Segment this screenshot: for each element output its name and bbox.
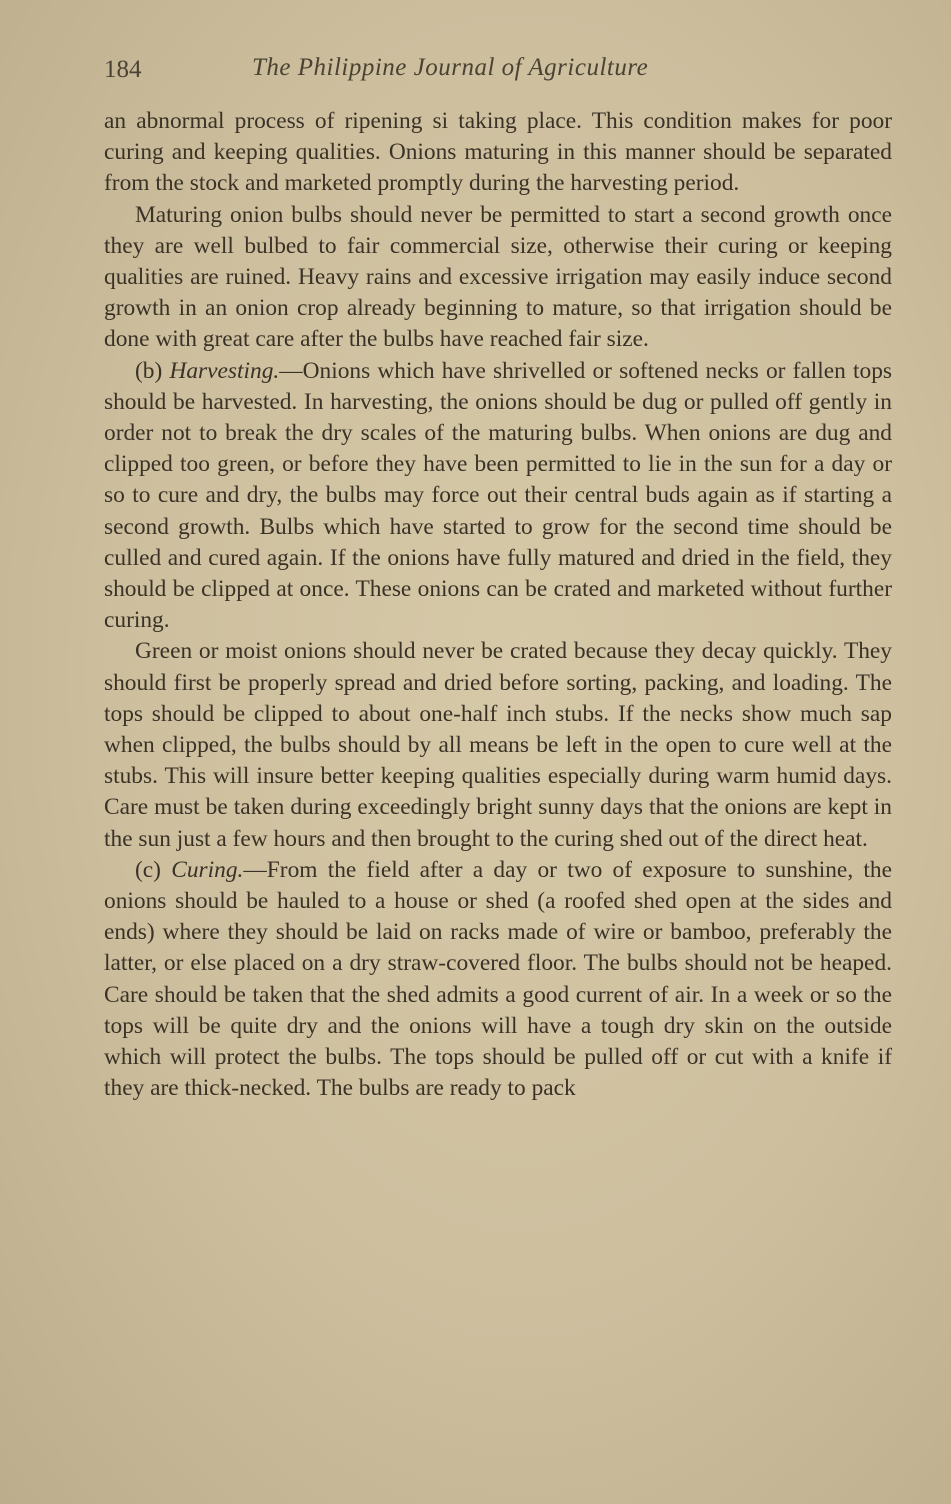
body-text bbox=[104, 106, 892, 1105]
paragraph-text: Maturing onion bulbs should never be permitted to start a second growth once they are well bulbed to fair commercial size, otherwise their curing or keeping qualities are ruined. Heavy rains and excessive irrigation may easily induce second growth in an onion crop already beginning to mature, so that irrigation should be done with great care after the bulbs have reached fair size. bbox=[104, 201, 892, 353]
running-header bbox=[104, 52, 892, 92]
section-label: (b) bbox=[135, 357, 170, 384]
journal-page bbox=[104, 52, 892, 1105]
paragraph-text: Green or moist onions should never be crated because they decay quickly. They should first be properly spread and dried before sorting, packing, and loading. The tops should be clipped to about one-half inch stubs. If the necks show much sap when clipped, the bulbs should by all means be left in the open to cure well at the stubs. This will insure better keeping qualities especially during warm humid days. Care must be taken during exceedingly bright sunny days that the onions are kept in the sun just a few hours and then brought to the curing shed out of the direct heat. bbox=[104, 638, 892, 852]
paragraph-ripening bbox=[104, 106, 892, 200]
paragraph-text: an abnormal process of ripening si taking place. This condition makes for poor curing and keeping qualities. Onions maturing in this manner should be separated from the stock and marketed promptly during the harvesting period. bbox=[104, 108, 892, 197]
paragraph-green-onions bbox=[104, 636, 892, 854]
paragraph-harvesting bbox=[104, 356, 892, 637]
paragraph-text: —Onions which have shrivelled or softened necks or fallen tops should be harvested. In harvesting, the onions should be dug or pulled off gently in order not to break the dry scales of the maturing bulbs. When onions are dug and clipped too green, or before they have been permitted to lie in the sun for a day or so to cure and dry, the bulbs may force out their central buds again as if starting a second growth. Bulbs which have started to grow for the second time should be culled and cured again. If the onions have fully matured and dried in the field, they should be clipped at once. These onions can be crated and marketed without further curing. bbox=[104, 357, 893, 634]
section-heading: Harvesting. bbox=[169, 357, 280, 384]
paragraph-second-growth bbox=[104, 200, 892, 356]
page-number: 184 bbox=[104, 56, 142, 83]
section-heading: Curing. bbox=[171, 856, 244, 883]
paragraph-curing bbox=[104, 855, 892, 1105]
paragraph-text: —From the field after a day or two of exposure to sunshine, the onions should be hauled to a house or shed (a roofed shed open at the sides and ends) where they should be laid on racks made of wire or bamboo, preferably the latter, or else placed on a dry straw-covered floor. The bulbs should not be heaped. Care should be taken that the shed admits a good current of air. In a week or so the tops will be quite dry and the onions will have a tough dry skin on the outside which will protect the bulbs. The tops should be pulled off or cut with a knife if they are thick-necked. The bulbs are ready to pack bbox=[104, 856, 892, 1102]
journal-title: The Philippine Journal of Agriculture bbox=[252, 54, 649, 81]
section-label: (c) bbox=[135, 856, 172, 883]
